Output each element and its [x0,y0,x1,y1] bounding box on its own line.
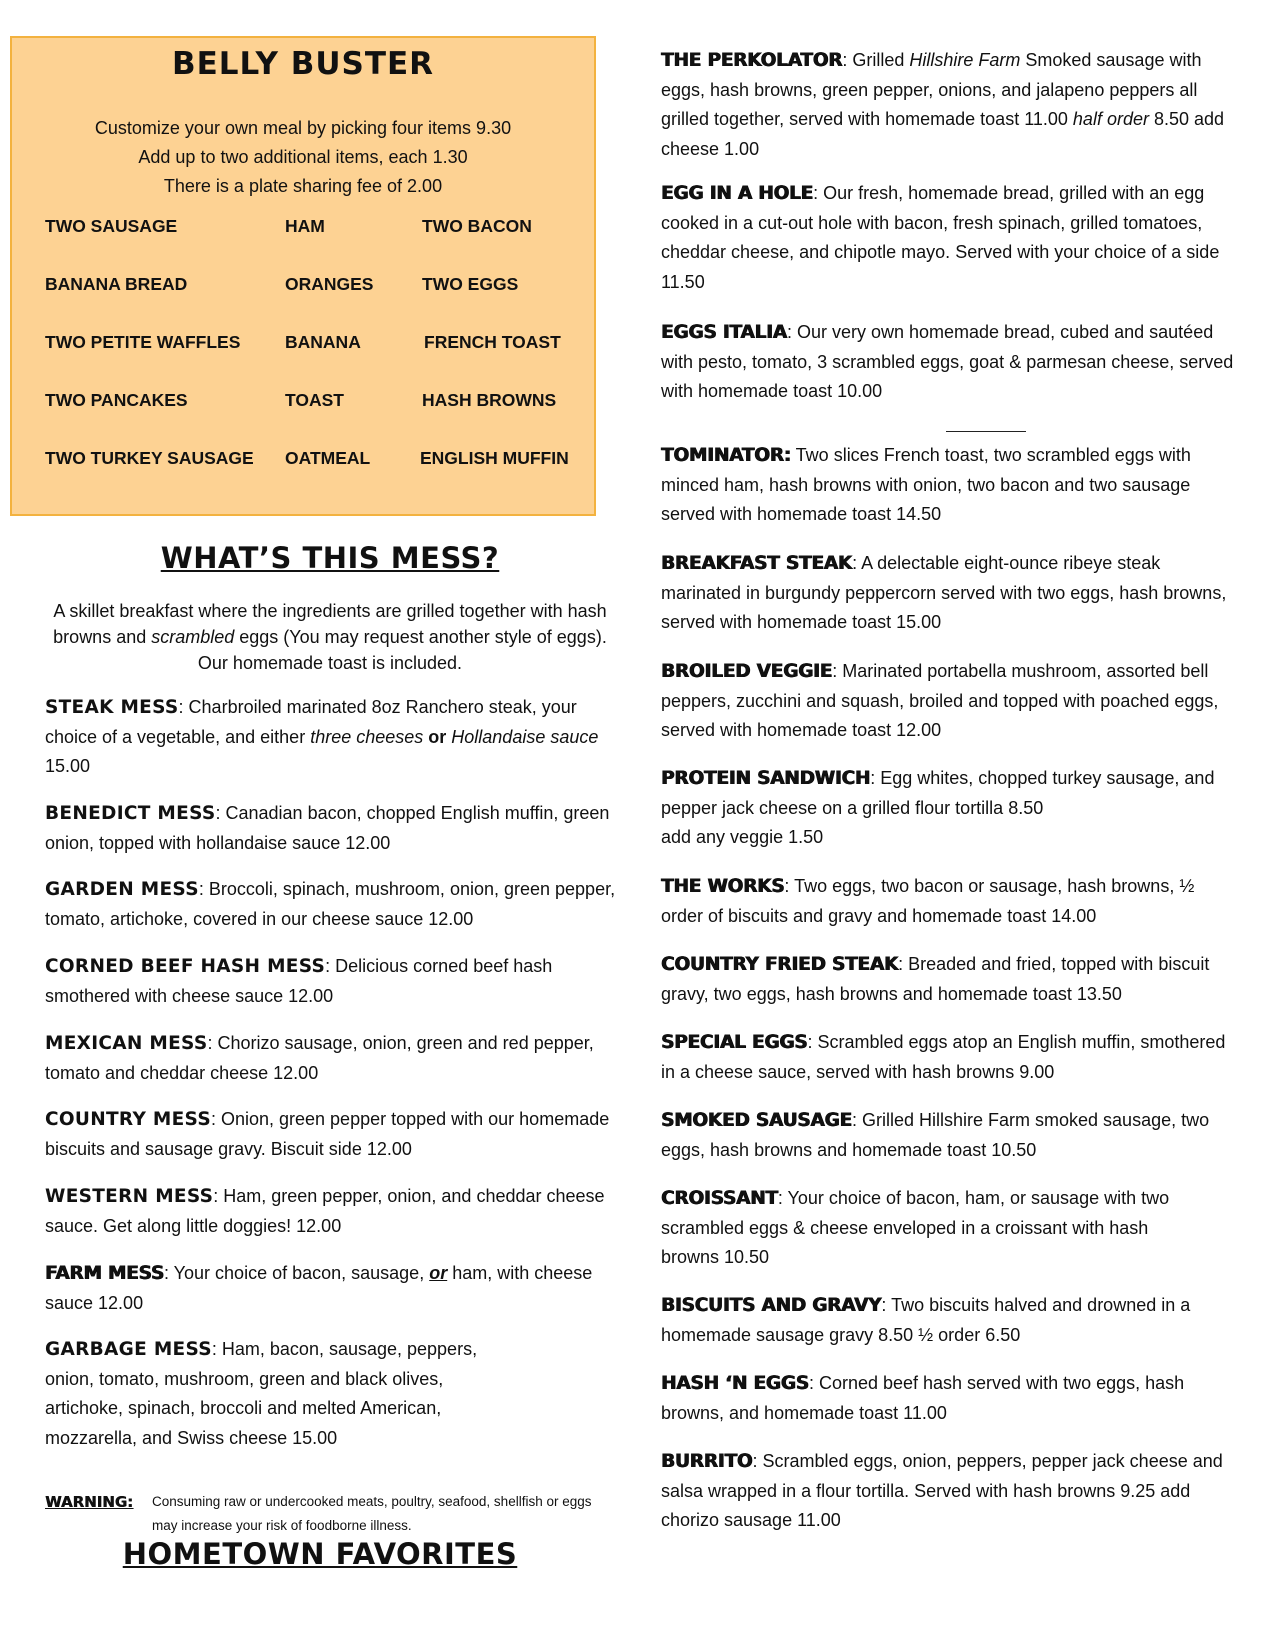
menu-item-garden-mess [45,875,620,934]
item-desc: : Delicious corned beef hash smothered with cheese sauce 12.00 [45,956,553,1006]
item-name: PROTEIN SANDWICH [661,768,871,789]
item-desc: : Your choice of bacon, ham, or sausage with two scrambled eggs & cheese enveloped in a croissant with hash browns 10.50 [661,1188,1170,1267]
menu-item-country-fried-steak [661,950,1241,1009]
item-desc: : Charbroiled marinated 8oz Ranchero steak, your choice of a vegetable, and either [45,697,577,747]
menu-item-croissant [661,1184,1181,1273]
item-desc: : Scrambled eggs, onion, peppers, pepper jack cheese and salsa wrapped in a flour tortilla. Served with hash browns 9.25 add chorizo sausage 11.00 [661,1451,1223,1530]
item-name: SMOKED SAUSAGE [661,1110,852,1131]
item-desc-em: three cheeses [310,726,424,747]
item-desc: : Ham, green pepper, onion, and cheddar cheese sauce. Get along little doggies! 12.00 [45,1186,605,1236]
belly-buster-item: TWO EGGS [422,274,519,294]
item-desc-em: Hillshire Farm [909,50,1021,70]
item-desc: Two slices French toast, two scrambled eggs with minced ham, hash browns with onion, two bacon and two sausage served with homemade toast 14.50 [661,445,1191,524]
belly-buster-title: BELLY BUSTER [171,46,435,82]
item-name: THE WORKS [661,876,785,897]
divider [946,431,1026,432]
warning-text: Consuming raw or undercooked meats, poultry, seafood, shellfish or eggs may increase your risk of foodborne illness. [152,1494,592,1533]
warning-notice [45,1490,605,1533]
item-desc: : A delectable eight-ounce ribeye steak marinated in burgundy peppercorn served with two eggs, hash browns, served with homemade toast 15.00 [661,553,1227,632]
item-desc-em: Hollandaise sauce [451,726,599,747]
item-name: STEAK MESS [45,697,179,718]
belly-buster-item: ENGLISH MUFFIN [420,448,569,468]
belly-buster-line: Customize your own meal by picking four items 9.30 [94,118,512,138]
belly-buster-row [45,216,585,274]
item-desc: : Onion, green pepper topped with our homemade biscuits and sausage gravy. Biscuit side 12.00 [45,1109,610,1159]
belly-buster-row [45,274,585,332]
belly-buster-item: TWO BACON [422,216,532,236]
menu-item-tominator [661,441,1241,530]
item-name: BREAKFAST STEAK [661,553,853,574]
item-name: HASH ‘N EGGS [661,1373,809,1394]
item-desc: : Breaded and fried, topped with biscuit gravy, two eggs, hash browns and homemade toast 13.50 [661,954,1210,1004]
belly-buster-line: There is a plate sharing fee of 2.00 [163,176,443,196]
item-desc: : Grilled [842,50,910,70]
item-name: SPECIAL EGGS [661,1032,808,1053]
item-desc: : Corned beef hash served with two eggs, hash browns, and homemade toast 11.00 [661,1373,1185,1423]
menu-item-burrito [661,1447,1241,1536]
belly-buster-item: TWO SAUSAGE [45,216,178,236]
item-name: EGGS ITALIA [661,322,787,343]
item-desc: : Broccoli, spinach, mushroom, onion, green pepper, tomato, artichoke, covered in our cheese sauce 12.00 [45,879,616,929]
mess-heading: WHAT’S THIS MESS? [160,541,500,575]
belly-buster-item: FRENCH TOAST [424,332,561,352]
hometown-heading: HOMETOWN FAVORITES [122,1537,518,1571]
menu-item-steak-mess [45,693,620,782]
menu-item-mexican-mess [45,1029,620,1088]
menu-item-corned-beef-mess [45,952,620,1011]
item-name: COUNTRY FRIED STEAK [661,954,899,975]
item-desc: Smoked sausage with eggs, hash browns, green pepper, onions, and jalapeno peppers all grilled together, served with homemade toast 11.00 [661,50,1202,129]
item-name: BURRITO [661,1451,753,1472]
belly-buster-item: OATMEAL [285,448,371,468]
item-name: CROISSANT [661,1188,778,1209]
item-price: 15.00 [45,756,91,776]
menu-item-western-mess [45,1182,620,1241]
intro-text: A skillet breakfast where the ingredients are grilled together with hash browns and [53,601,607,647]
item-desc: : Canadian bacon, chopped English muffin, green onion, topped with hollandaise sauce 12.00 [45,803,610,853]
item-price: 8.50 add cheese 1.00 [661,109,1225,159]
menu-item-eggs-italia [661,318,1241,407]
item-desc: : Our fresh, homemade bread, grilled with an egg cooked in a cut-out hole with bacon, fresh spinach, grilled tomatoes, cheddar cheese, and chipotle mayo. Served with your choice of a side 11.50 [661,183,1220,292]
menu-item-breakfast-steak [661,549,1241,638]
menu-item-biscuits-and-gravy [661,1291,1241,1350]
item-desc: ham, with cheese sauce 12.00 [45,1263,593,1313]
menu-item-hash-n-eggs [661,1369,1241,1428]
item-desc-em: half order [1072,109,1149,129]
menu-item-the-works [661,872,1241,931]
mess-intro [40,598,620,676]
item-desc: : Our very own homemade bread, cubed and sautéed with pesto, tomato, 3 scrambled eggs, goat & parmesan cheese, served with homemade toast 10.00 [661,322,1234,401]
item-name: BENEDICT MESS [45,803,216,824]
belly-buster-item: HAM [285,216,325,236]
item-name: COUNTRY MESS [45,1109,211,1130]
belly-buster-item: TWO TURKEY SAUSAGE [45,448,254,468]
menu-item-special-eggs [661,1028,1241,1087]
menu-item-garbage-mess [45,1335,515,1453]
item-name: BISCUITS AND GRAVY [661,1295,882,1316]
menu-item-smoked-sausage [661,1106,1241,1165]
item-desc: : Your choice of bacon, sausage, [164,1263,430,1283]
item-name: CORNED BEEF HASH MESS [45,956,326,977]
belly-buster-items [45,216,585,506]
item-desc: : Marinated portabella mushroom, assorted bell peppers, zucchini and squash, broiled and topped with poached eggs, served with homemade toast 12.00 [661,661,1219,740]
item-name: GARBAGE MESS [45,1339,212,1360]
menu-item-country-mess [45,1105,620,1164]
menu-item-egg-in-a-hole [661,179,1241,297]
belly-buster-item: BANANA BREAD [45,274,188,294]
item-desc: : Ham, bacon, sausage, peppers, onion, tomato, mushroom, green and black olives, artichoke, spinach, broccoli and melted American, mozzarella, and Swiss cheese 15.00 [45,1339,478,1448]
item-name: MEXICAN MESS [45,1033,208,1054]
item-name: BROILED VEGGIE [661,661,833,682]
warning-label: WARNING: [45,1493,134,1511]
item-addon: add any veggie 1.50 [661,827,824,847]
item-desc: : Chorizo sausage, onion, green and red pepper, tomato and cheddar cheese 12.00 [45,1033,594,1083]
menu-item-benedict-mess [45,799,620,858]
item-desc: : Grilled Hillshire Farm smoked sausage, two eggs, hash browns and homemade toast 10.50 [661,1110,1210,1160]
item-name: GARDEN MESS [45,879,199,900]
belly-buster-row [45,448,585,506]
belly-buster-item: ORANGES [285,274,374,294]
item-name: THE PERKOLATOR [661,50,843,71]
belly-buster-row [45,332,585,390]
item-desc-or: or [429,1263,448,1283]
belly-buster-box [10,36,596,516]
item-desc-or: or [423,726,452,747]
item-desc: : Scrambled eggs atop an English muffin, smothered in a cheese sauce, served with hash browns 9.00 [661,1032,1226,1082]
intro-text: eggs (You may request another style of eggs). Our homemade toast is included. [197,627,607,673]
belly-buster-item: TWO PANCAKES [45,390,188,410]
menu-item-protein-sandwich [661,764,1241,853]
belly-buster-row [45,390,585,448]
belly-buster-item: TWO PETITE WAFFLES [45,332,241,352]
belly-buster-item: BANANA [285,332,361,352]
item-name: WESTERN MESS [45,1186,214,1207]
item-desc: : Two biscuits halved and drowned in a homemade sausage gravy 8.50 ½ order 6.50 [661,1295,1191,1345]
belly-buster-item: TOAST [285,390,344,410]
menu-item-broiled-veggie [661,657,1241,746]
belly-buster-item: HASH BROWNS [422,390,557,410]
menu-item-perkolator [661,46,1241,164]
intro-emphasis: scrambled [151,627,235,647]
belly-buster-line: Add up to two additional items, each 1.30 [138,147,468,167]
item-desc: : Egg whites, chopped turkey sausage, and pepper jack cheese on a grilled flour tortilla 8.50 [661,768,1215,818]
item-name: EGG IN A HOLE [661,183,814,204]
item-name: TOMINATOR: [661,445,791,466]
menu-item-farm-mess [45,1259,620,1318]
item-desc: : Two eggs, two bacon or sausage, hash browns, ½ order of biscuits and gravy and homemade toast 14.00 [661,876,1195,926]
item-name: FARM MESS [45,1263,164,1284]
